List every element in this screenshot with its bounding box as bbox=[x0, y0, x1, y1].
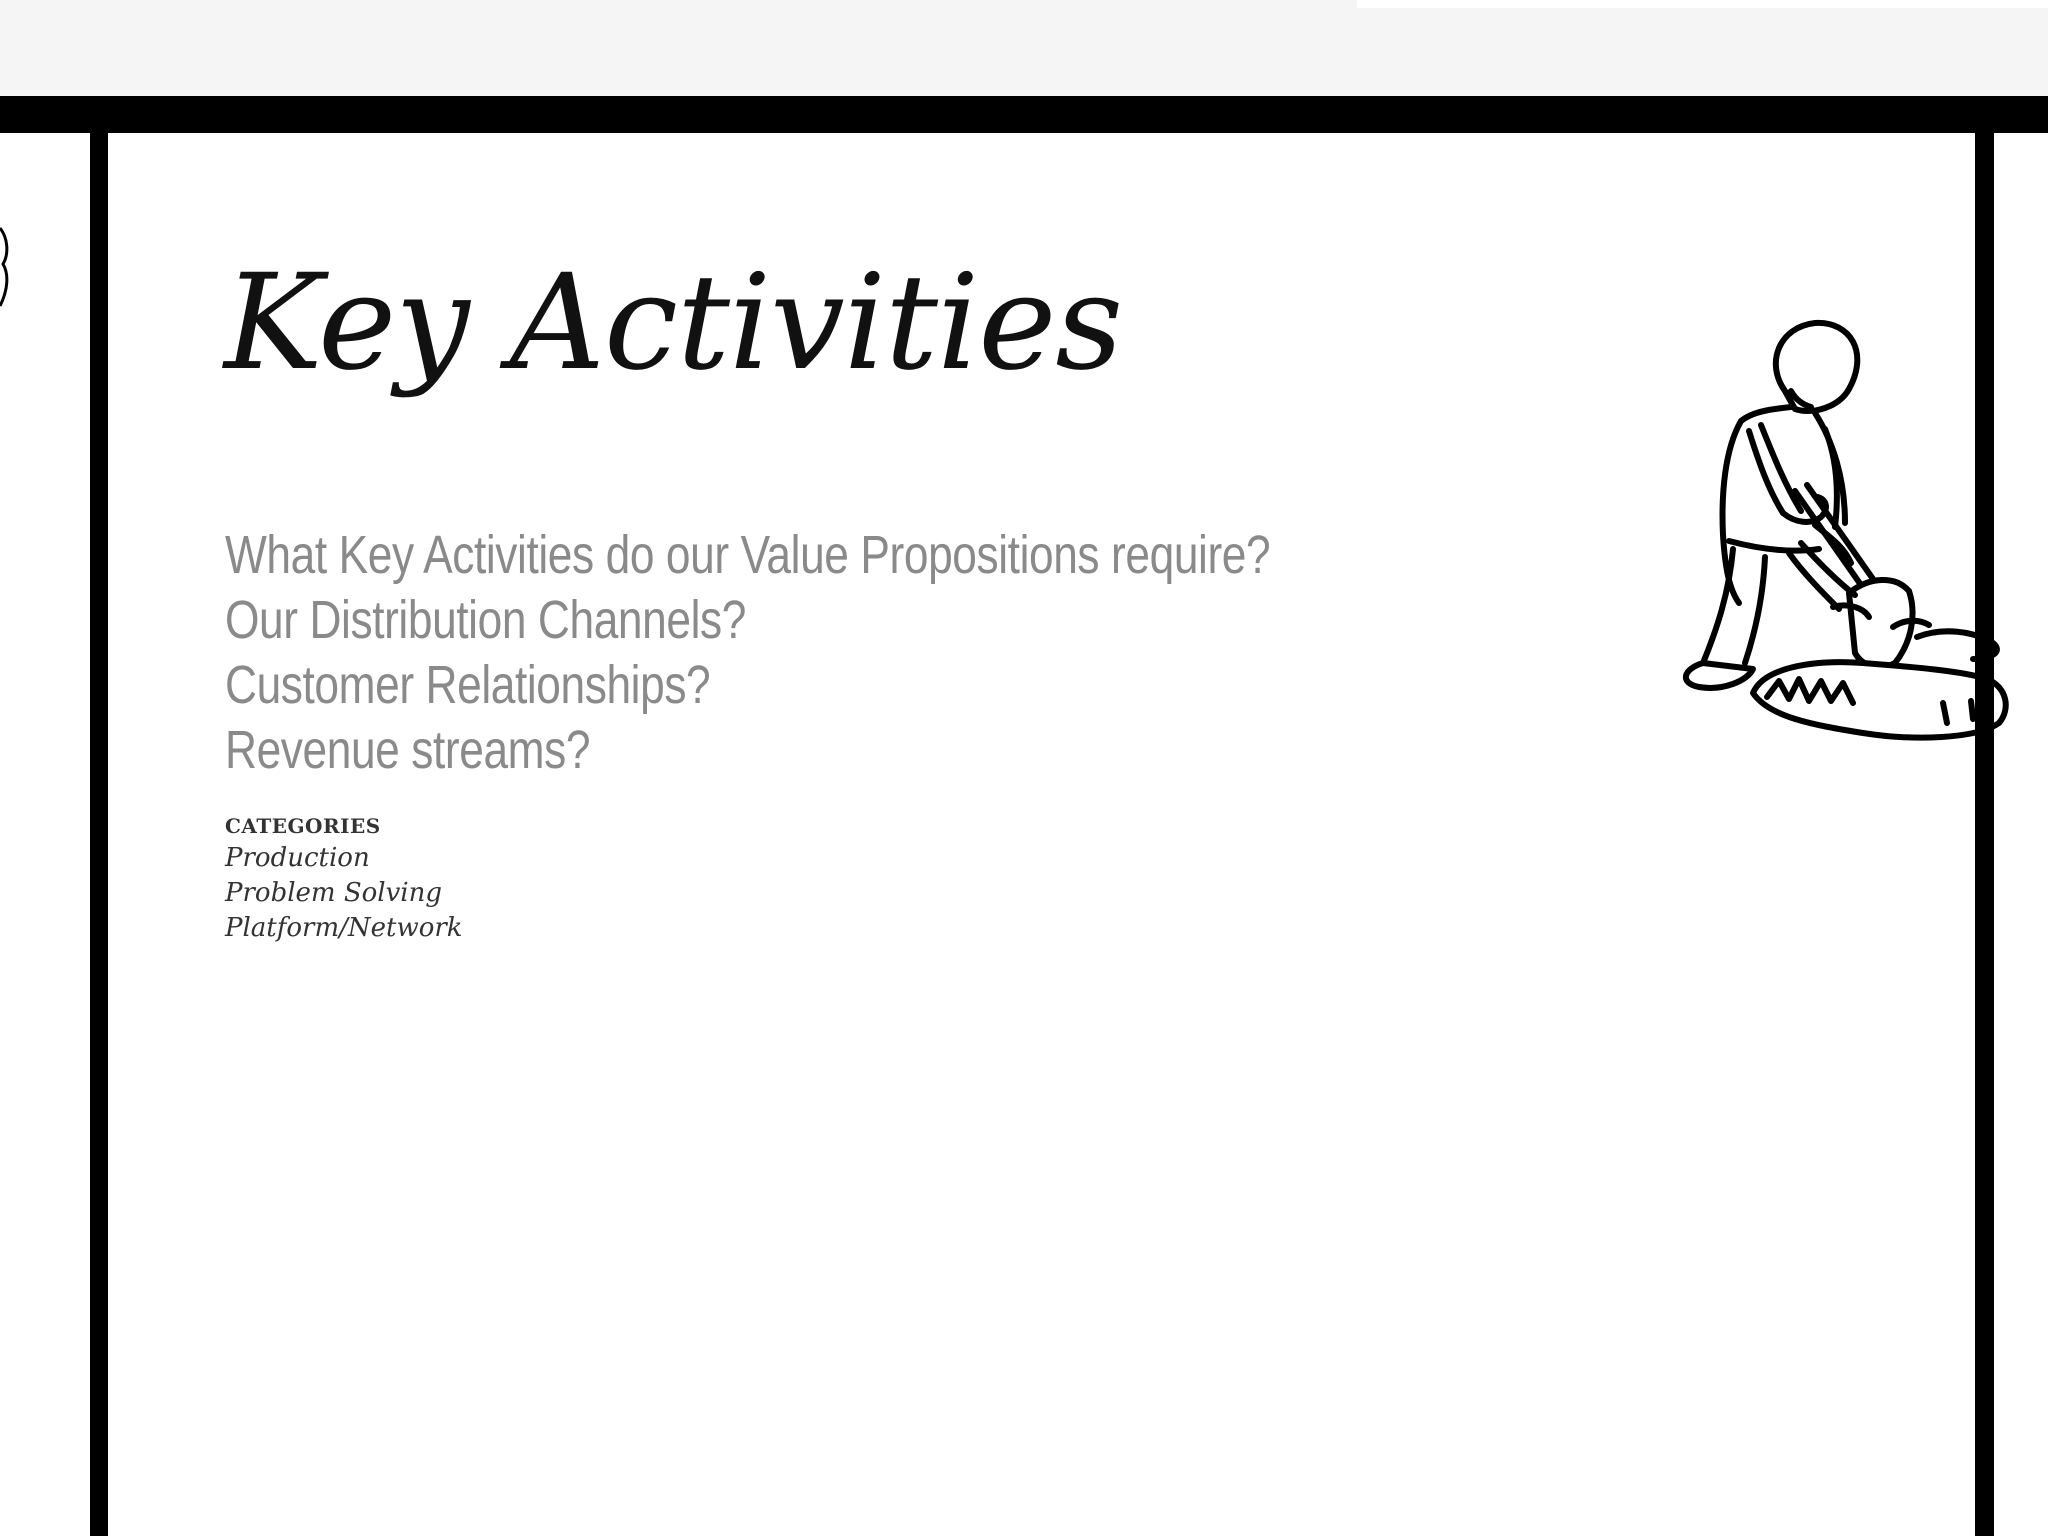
categories-list bbox=[225, 841, 463, 946]
key-activities-block[interactable] bbox=[108, 133, 1975, 1536]
categories-heading: CATEGORIES bbox=[225, 814, 381, 838]
category-item: Problem Solving bbox=[225, 878, 443, 908]
canvas-top-border bbox=[0, 96, 2048, 133]
category-item: Production bbox=[225, 843, 370, 873]
block-title: Key Activities bbox=[224, 246, 1123, 400]
top-strip-notch bbox=[1357, 0, 2048, 8]
categories-section bbox=[225, 813, 463, 946]
guiding-question: Revenue streams? bbox=[225, 720, 591, 780]
top-strip bbox=[0, 0, 2048, 96]
guiding-question: Our Distribution Channels? bbox=[225, 590, 746, 650]
canvas-right-border bbox=[1975, 133, 1994, 1536]
guiding-questions bbox=[225, 523, 1500, 783]
category-item: Platform/Network bbox=[225, 913, 463, 943]
guiding-question: Customer Relationships? bbox=[225, 655, 711, 715]
canvas-left-border bbox=[90, 133, 108, 1536]
guiding-question: What Key Activities do our Value Propositions require? bbox=[225, 525, 1271, 585]
adjacent-block-illustration-fragment bbox=[0, 224, 10, 310]
person-digging-icon bbox=[1533, 223, 2013, 753]
